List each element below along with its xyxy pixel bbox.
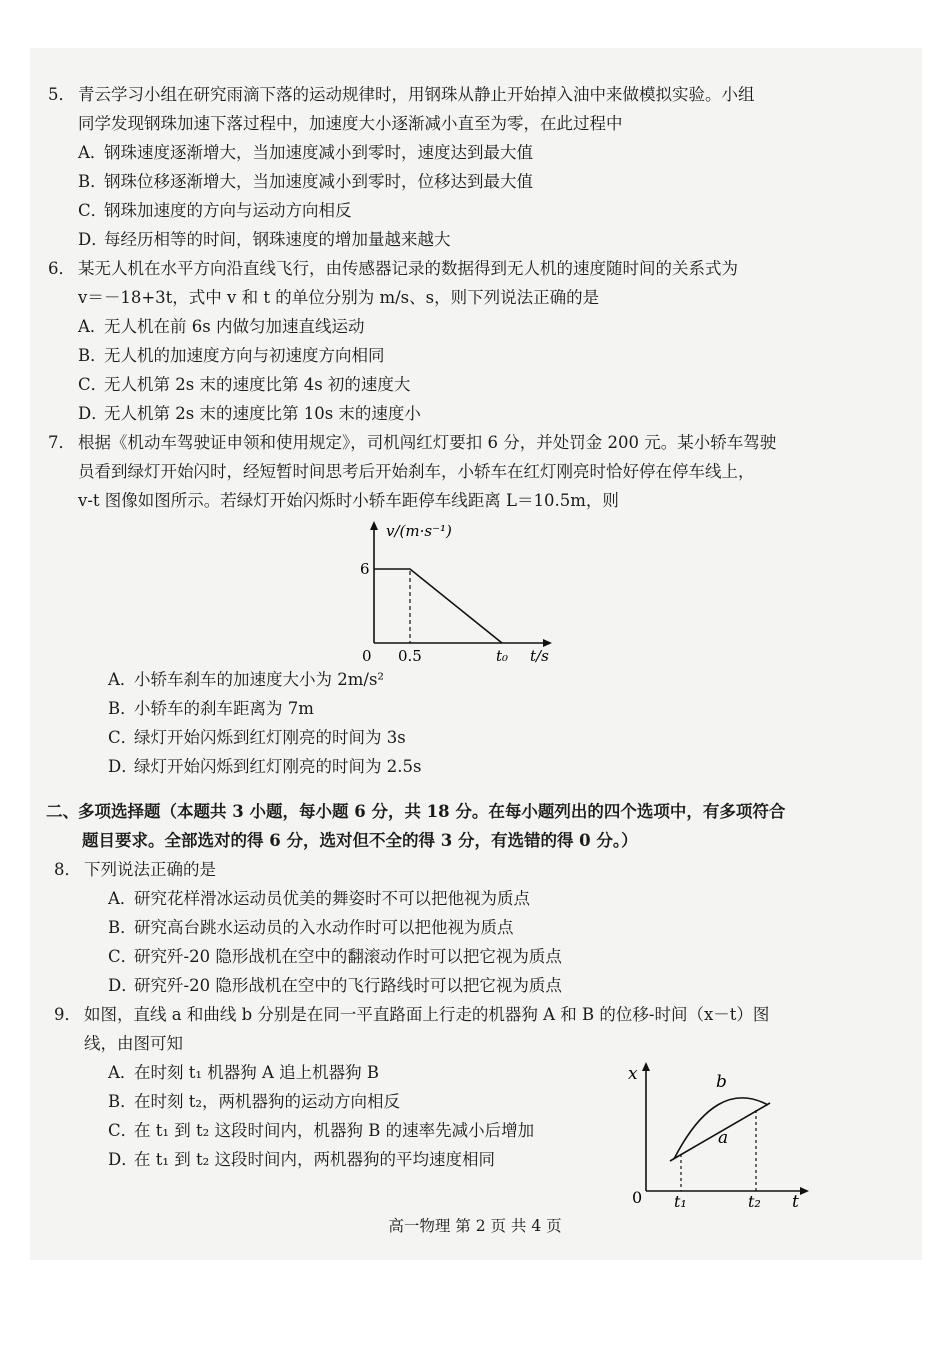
- page-footer: 高一物理 第 2 页 共 4 页: [388, 1217, 562, 1235]
- option-letter: C．: [108, 728, 138, 747]
- option-d[interactable]: [78, 399, 878, 428]
- question-5: [48, 80, 878, 254]
- question-7: [48, 428, 878, 781]
- x-axis-arrow-icon: [800, 1187, 809, 1195]
- option-letter: D．: [78, 404, 108, 423]
- option-letter: C．: [78, 201, 108, 220]
- question-stem: 某无人机在水平方向沿直线飞行，由传感器记录的数据得到无人机的速度随时间的关系式为: [78, 259, 738, 278]
- option-letter: D．: [108, 976, 138, 995]
- question-9: [54, 1000, 878, 1207]
- option-text: 钢珠速度逐渐增大，当加速度减小到零时，速度达到最大值: [104, 143, 533, 162]
- question-stem-continued: 员看到绿灯开始闪时，经短暂时间思考后开始刹车，小轿车在红灯刚亮时恰好停在停车线上，: [78, 462, 755, 481]
- option-b[interactable]: [78, 913, 878, 942]
- option-text: 在 t₁ 到 t₂ 这段时间内，两机器狗的平均速度相同: [134, 1150, 495, 1169]
- question-stem-continued: v-t 图像如图所示。若绿灯开始闪烁时小轿车距停车线距离 L＝10.5m，则: [78, 491, 619, 510]
- option-a[interactable]: [78, 665, 878, 694]
- option-letter: D．: [108, 1150, 138, 1169]
- option-letter: B．: [108, 1092, 137, 1111]
- y-axis-label: x: [628, 1064, 638, 1084]
- vt-graph-figure: [336, 515, 878, 665]
- curve-b-label: b: [716, 1072, 727, 1092]
- option-b[interactable]: [78, 341, 878, 370]
- xt-graph-figure: [606, 1057, 836, 1207]
- question-stem-continued: v＝－18+3t，式中 v 和 t 的单位分别为 m/s、s，则下列说法正确的是: [78, 288, 600, 307]
- option-text: 无人机第 2s 末的速度比第 10s 末的速度小: [104, 404, 421, 423]
- option-text: 在 t₁ 到 t₂ 这段时间内，机器狗 B 的速率先减小后增加: [134, 1121, 535, 1140]
- question-stem: 如图，直线 a 和曲线 b 分别是在同一平直路面上行走的机器狗 A 和 B 的位移-时间（x－t）图: [84, 1005, 770, 1024]
- line-a-label: a: [718, 1128, 729, 1148]
- option-a[interactable]: [78, 312, 878, 341]
- question-stem: 青云学习小组在研究雨滴下落的运动规律时，用钢珠从静止开始掉入油中来做模拟实验。小组: [78, 85, 755, 104]
- option-a[interactable]: [78, 884, 878, 913]
- option-text: 小轿车的刹车距离为 7m: [134, 699, 314, 718]
- option-text: 钢珠加速度的方向与运动方向相反: [104, 201, 352, 220]
- option-text: 研究歼-20 隐形战机在空中的翻滚动作时可以把它视为质点: [134, 947, 562, 966]
- option-text: 在时刻 t₁ 机器狗 A 追上机器狗 B: [134, 1063, 380, 1082]
- question-number: 6．: [48, 259, 75, 278]
- option-letter: B．: [78, 172, 107, 191]
- option-text: 无人机的加速度方向与初速度方向相同: [104, 346, 385, 365]
- option-text: 研究高台跳水运动员的入水动作时可以把他视为质点: [134, 918, 514, 937]
- option-letter: C．: [78, 375, 108, 394]
- y-axis-label: v/(m·s⁻¹): [386, 522, 452, 540]
- option-letter: D．: [108, 757, 138, 776]
- option-a[interactable]: [78, 138, 878, 167]
- option-letter: B．: [108, 699, 137, 718]
- option-c[interactable]: [78, 723, 878, 752]
- option-text: 研究歼-20 隐形战机在空中的飞行路线时可以把它视为质点: [134, 976, 562, 995]
- question-number: 8．: [54, 860, 81, 879]
- question-stem-continued: 线，由图可知: [84, 1034, 183, 1053]
- option-b[interactable]: [78, 167, 878, 196]
- question-number: 7．: [48, 433, 75, 452]
- option-text: 钢珠位移逐渐增大，当加速度减小到零时，位移达到最大值: [104, 172, 533, 191]
- option-c[interactable]: [78, 942, 878, 971]
- option-text: 每经历相等的时间，钢珠速度的增加量越来越大: [104, 230, 451, 249]
- t1-label: t₁: [674, 1192, 687, 1207]
- option-letter: B．: [108, 918, 137, 937]
- question-number: 5．: [48, 85, 75, 104]
- option-c[interactable]: [78, 196, 878, 225]
- option-letter: A．: [78, 317, 107, 336]
- velocity-line: [374, 569, 502, 643]
- page-content: [46, 80, 878, 1207]
- y-tick-label: 6: [360, 560, 370, 578]
- option-text: 绿灯开始闪烁到红灯刚亮的时间为 3s: [134, 728, 406, 747]
- option-letter: D．: [78, 230, 108, 249]
- option-b[interactable]: [78, 694, 878, 723]
- origin-label: 0: [632, 1188, 643, 1207]
- option-text: 无人机第 2s 末的速度比第 4s 初的速度大: [104, 375, 411, 394]
- option-d[interactable]: [78, 971, 878, 1000]
- option-letter: C．: [108, 947, 138, 966]
- x-tick-label-t0: t₀: [496, 647, 509, 665]
- option-text: 在时刻 t₂，两机器狗的运动方向相反: [134, 1092, 400, 1111]
- question-stem-continued: 同学发现钢珠加速下落过程中，加速度大小逐渐减小直至为零，在此过程中: [78, 114, 623, 133]
- option-letter: A．: [78, 143, 107, 162]
- option-text: 研究花样滑冰运动员优美的舞姿时不可以把他视为质点: [134, 889, 530, 908]
- t2-label: t₂: [748, 1192, 761, 1207]
- option-text: 无人机在前 6s 内做匀加速直线运动: [104, 317, 365, 336]
- question-6: [48, 254, 878, 428]
- option-letter: B．: [78, 346, 107, 365]
- question-stem: 根据《机动车驾驶证申领和使用规定》，司机闯红灯要扣 6 分，并处罚金 200 元。某小轿车驾驶: [78, 433, 777, 452]
- question-stem: 下列说法正确的是: [84, 860, 216, 879]
- option-letter: A．: [108, 670, 137, 689]
- y-axis-arrow-icon: [370, 521, 378, 530]
- xt-graph: [606, 1057, 836, 1207]
- x-axis-label: t: [792, 1192, 799, 1207]
- option-d[interactable]: [78, 225, 878, 254]
- option-letter: A．: [108, 889, 137, 908]
- section-2-header: [46, 797, 878, 855]
- option-d[interactable]: [78, 752, 878, 781]
- question-number: 9．: [54, 1005, 81, 1024]
- origin-label: 0: [362, 647, 372, 665]
- option-text: 绿灯开始闪烁到红灯刚亮的时间为 2.5s: [134, 757, 422, 776]
- x-axis-arrow-icon: [543, 639, 552, 647]
- y-axis-arrow-icon: [642, 1062, 650, 1071]
- x-tick-label: 0.5: [398, 647, 422, 665]
- x-axis-label: t/s: [530, 647, 549, 665]
- section-number: 二、: [46, 802, 79, 821]
- option-letter: A．: [108, 1063, 137, 1082]
- section-instructions-continued: 题目要求。全部选对的得 6 分，选对但不全的得 3 分，有选错的得 0 分。）: [82, 831, 638, 850]
- option-c[interactable]: [78, 370, 878, 399]
- vt-graph: [336, 515, 566, 665]
- section-instructions: 多项选择题（本题共 3 小题，每小题 6 分，共 18 分。在每小题列出的四个选项中，有多项符合: [78, 802, 786, 821]
- option-letter: C．: [108, 1121, 138, 1140]
- question-8: [54, 855, 878, 1000]
- option-text: 小轿车刹车的加速度大小为 2m/s²: [134, 670, 385, 689]
